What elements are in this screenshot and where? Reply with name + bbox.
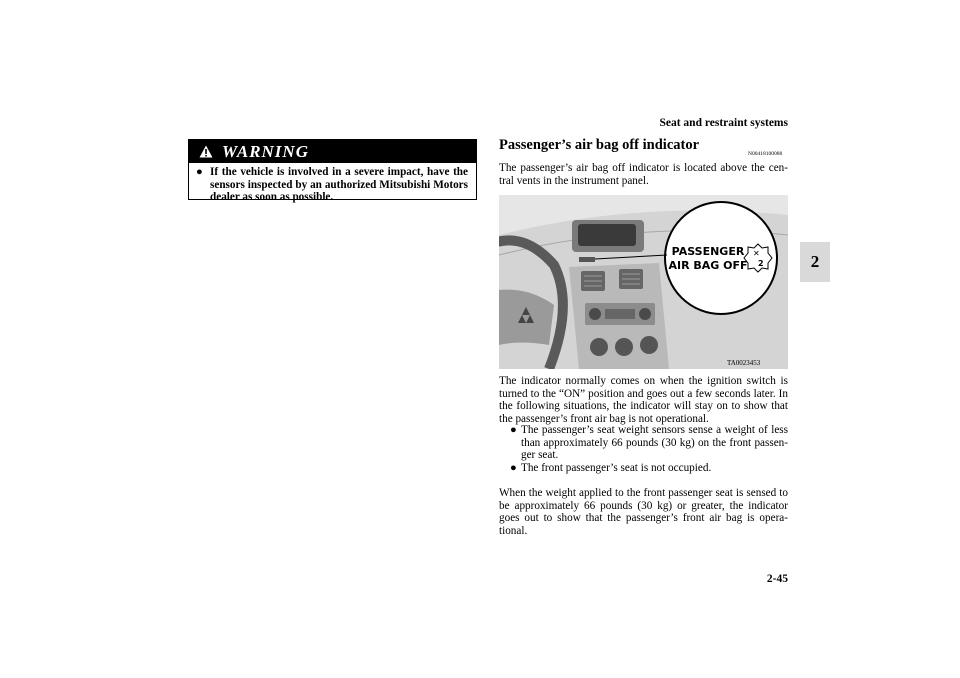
chapter-tab — [800, 242, 830, 282]
label-air-bag-off: AIR BAG OFF — [668, 259, 748, 272]
closing-paragraph: When the weight applied to the front passenger seat is sensed to be approximately 66 pounds (30 kg) or greater, the indicator goes out to show that the passenger’s front air bag is opera-tional. — [499, 487, 788, 537]
warning-header — [189, 140, 476, 163]
figure-code: TA0023453 — [727, 359, 761, 367]
section-code: N00418100088 — [748, 151, 783, 157]
label-passenger: PASSENGER — [671, 245, 745, 258]
svg-text:✕: ✕ — [753, 249, 760, 258]
warning-text-content: If the vehicle is involved in a severe impact, have the sensors inspected by an authorized Mitsubishi Motors dealer as soon as possible. — [210, 166, 468, 203]
page-number: 2-45 — [766, 573, 788, 585]
list-item — [510, 424, 788, 462]
header-title: Seat and restraint systems — [659, 117, 788, 129]
warning-text — [189, 163, 476, 204]
bullet-icon: ● — [196, 166, 203, 178]
svg-text:2: 2 — [758, 259, 764, 268]
bullet-icon: ● — [510, 424, 517, 436]
section-title: Passenger’s air bag off indicator — [499, 137, 700, 153]
chapter-number: 2 — [810, 252, 820, 271]
intro-paragraph: The passenger’s air bag off indicator is located above the cen-tral vents in the instrument panel. — [499, 162, 788, 187]
dashboard-illustration — [499, 195, 788, 369]
list-item-text: The passenger’s seat weight sensors sense a weight of less than approximately 66 pounds (30 kg) on the front passen-ger seat. — [521, 424, 788, 462]
bullet-list — [510, 424, 788, 474]
bullet-icon: ● — [510, 461, 517, 474]
warning-triangle-icon — [199, 145, 213, 158]
list-item — [510, 462, 788, 475]
list-item-text: The front passenger’s seat is not occupied. — [521, 461, 712, 474]
warning-title: WARNING — [222, 142, 309, 161]
dashboard-drawing — [499, 195, 788, 369]
warning-box — [188, 139, 477, 203]
body-paragraph: The indicator normally comes on when the ignition switch is turned to the “ON” position and goes out a few seconds later. In the following situations, the indicator will stay on to show that the passenger’s front air bag is not operational. — [499, 375, 788, 425]
